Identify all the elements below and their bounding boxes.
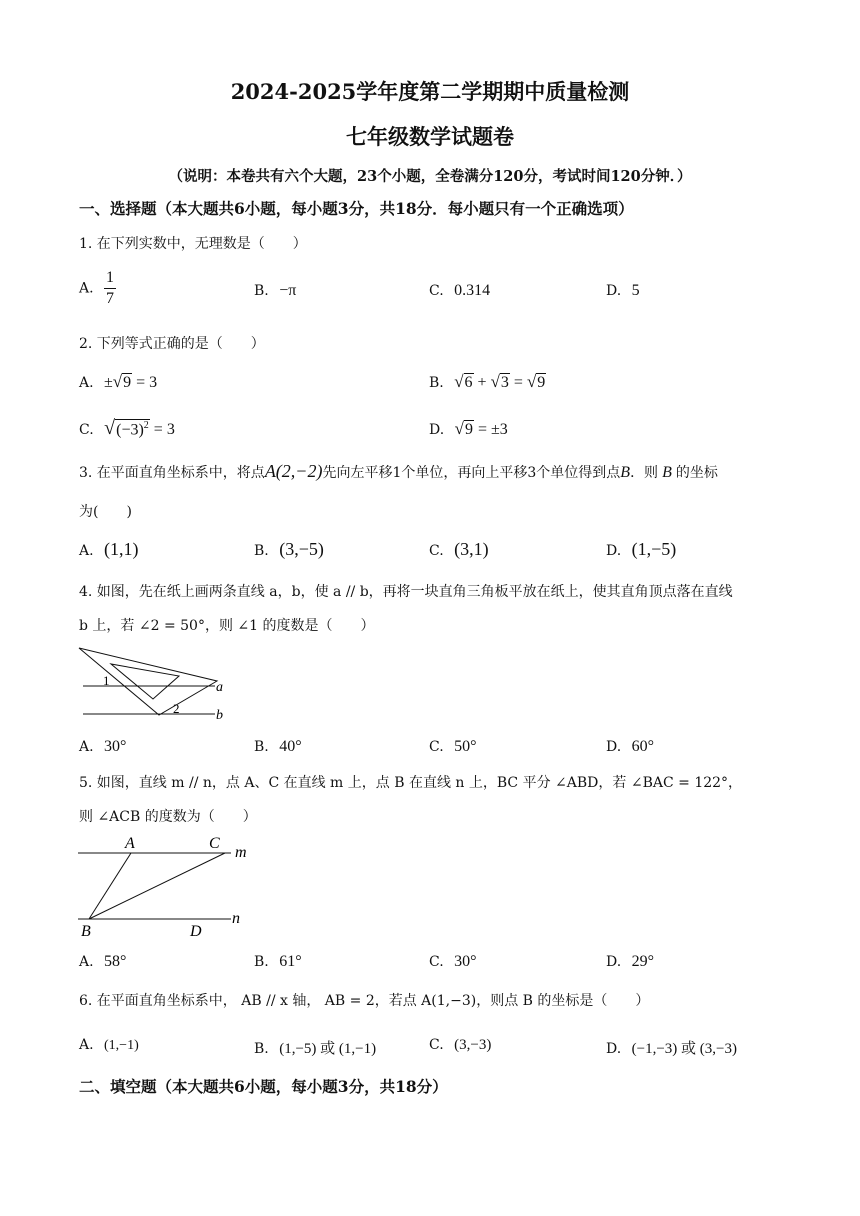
option-label: B. bbox=[254, 739, 269, 755]
option-value: 30° bbox=[454, 953, 477, 970]
option-label: C. bbox=[429, 543, 444, 559]
q4-option-a bbox=[79, 738, 126, 756]
q2-option-b bbox=[429, 372, 546, 392]
option-label: A. bbox=[79, 954, 94, 970]
q1-option-a bbox=[79, 268, 116, 309]
point-b: B bbox=[620, 464, 631, 481]
question-4-stem-line1: 4. 如图，先在纸上画两条直线 a，b，使 a // b，再将一块直角三角板平放在纸上，使其直角顶点落在直线 bbox=[79, 584, 733, 600]
point-c-label: C bbox=[209, 835, 220, 852]
math-expression: √9 = ±3 bbox=[454, 419, 508, 438]
exam-title: 2024-2025学年度第二学期期中质量检测 bbox=[230, 79, 630, 104]
option-label: D. bbox=[606, 543, 622, 559]
q1-option-d bbox=[606, 282, 640, 300]
option-value: (3,−3) bbox=[454, 1037, 492, 1053]
option-label: A. bbox=[79, 280, 94, 297]
stem-text: 3. 在平面直角坐标系中，将点 bbox=[79, 465, 265, 481]
section-heading-choice: 一、选择题（本大题共6小题，每小题3分，共18分．每小题只有一个正确选项） bbox=[79, 199, 634, 218]
fraction-denominator: 7 bbox=[106, 290, 115, 307]
q6-option-c bbox=[429, 1037, 491, 1054]
math-expression: ±√9 = 3 bbox=[104, 372, 158, 391]
point-b-label: B bbox=[81, 923, 91, 940]
line-n-label: n bbox=[232, 910, 240, 927]
q5-figure-parallel-lines bbox=[75, 832, 255, 942]
fraction-numerator: 1 bbox=[104, 268, 116, 289]
q2-option-a bbox=[79, 372, 157, 392]
q1-option-b bbox=[254, 282, 296, 300]
angle-1-label: 1 bbox=[103, 673, 110, 688]
option-value: 0.314 bbox=[454, 282, 491, 299]
q2-option-c bbox=[79, 417, 175, 440]
question-2-stem: 2. 下列等式正确的是（ ） bbox=[79, 336, 265, 352]
math-expression: $√(-3)^2 = 3$ bbox=[104, 417, 175, 439]
stem-text: 先向左平移1个单位，再向上平移3个单位得到点 bbox=[322, 465, 621, 481]
q5-option-c bbox=[429, 953, 477, 971]
question-3-stem-line2: 为( ) bbox=[79, 504, 132, 520]
option-label: C. bbox=[429, 283, 444, 299]
option-value: 60° bbox=[631, 738, 655, 755]
option-value: (−1,−3) 或 (3,−3) bbox=[631, 1041, 737, 1057]
option-value: 40° bbox=[279, 738, 302, 755]
option-label: D. bbox=[429, 422, 445, 438]
option-label: C. bbox=[429, 1037, 444, 1053]
option-label: D. bbox=[606, 954, 622, 970]
option-label: B. bbox=[429, 375, 444, 391]
option-label: B. bbox=[254, 954, 269, 970]
option-label: D. bbox=[606, 283, 622, 299]
q6-option-b bbox=[254, 1037, 376, 1058]
point-a: A(2,−2) bbox=[264, 461, 323, 481]
angle-2-label: 2 bbox=[173, 701, 180, 716]
stem-text: ．则 bbox=[630, 465, 659, 481]
q5-option-a bbox=[79, 953, 126, 971]
q3-option-d bbox=[606, 539, 676, 560]
q3-option-b bbox=[254, 539, 324, 560]
option-label: A. bbox=[79, 1037, 94, 1053]
question-4-stem-line2: b 上，若 ∠2 = 50°，则 ∠1 的度数是（ ） bbox=[79, 618, 375, 634]
option-value: (1,−1) bbox=[104, 1038, 139, 1053]
option-label: B. bbox=[254, 1041, 269, 1057]
question-5-stem-line1: 5. 如图，直线 m // n，点 A、C 在直线 m 上，点 B 在直线 n 上，BC 平分 ∠ABD，若 ∠BAC = 122°， bbox=[79, 775, 743, 791]
option-label: A. bbox=[79, 543, 94, 559]
q4-option-b bbox=[254, 738, 302, 756]
option-value: 5 bbox=[631, 282, 640, 299]
math-expression: √6 + √3 = √9 bbox=[454, 372, 546, 391]
option-label: B. bbox=[254, 283, 269, 299]
q6-option-d bbox=[606, 1037, 737, 1058]
point-b: B bbox=[658, 464, 676, 481]
option-value: (1,1) bbox=[104, 539, 139, 559]
question-5-stem-line2: 则 ∠ACB 的度数为（ ） bbox=[79, 809, 257, 825]
option-value: 61° bbox=[279, 953, 302, 970]
option-value: (1,−5) 或 (1,−1) bbox=[279, 1041, 377, 1057]
option-value: 29° bbox=[631, 953, 655, 970]
exam-note: （说明：本卷共有六个大题，23个小题，全卷满分120分，考试时间120分钟．） bbox=[168, 168, 692, 185]
q4-option-c bbox=[429, 738, 477, 756]
q3-option-a bbox=[79, 539, 139, 560]
option-value: (3,1) bbox=[454, 539, 489, 559]
option-label: C. bbox=[79, 422, 94, 438]
q1-option-c bbox=[429, 282, 490, 300]
option-value: 58° bbox=[104, 953, 127, 970]
option-label: D. bbox=[606, 1041, 622, 1057]
question-6-stem: 6. 在平面直角坐标系中， AB // x 轴， AB = 2，若点 A(1,−3)，则点 B 的坐标是（ ） bbox=[79, 993, 650, 1009]
line-b-label: b bbox=[216, 708, 223, 723]
exam-subtitle: 七年级数学试题卷 bbox=[346, 124, 514, 149]
option-label: B. bbox=[254, 543, 269, 559]
point-d-label: D bbox=[190, 923, 202, 940]
q2-option-d bbox=[429, 419, 508, 439]
q6-option-a bbox=[79, 1037, 139, 1054]
q4-figure-triangle-parallel-lines bbox=[75, 643, 235, 723]
question-1-stem: 1. 在下列实数中，无理数是（ ） bbox=[79, 236, 307, 252]
q3-option-c bbox=[429, 539, 489, 560]
question-3-stem bbox=[79, 461, 718, 482]
option-value: (1,−5) bbox=[631, 539, 677, 559]
section-heading-fill: 二、填空题（本大题共6小题，每小题3分，共18分） bbox=[79, 1077, 448, 1096]
line-a-label: a bbox=[216, 680, 223, 695]
q5-option-b bbox=[254, 953, 302, 971]
option-value: (3,−5) bbox=[279, 539, 324, 559]
line-m-label: m bbox=[235, 844, 247, 861]
segment-bc bbox=[89, 853, 225, 919]
option-value: 50° bbox=[454, 738, 477, 755]
q4-option-d bbox=[606, 738, 654, 756]
option-label: A. bbox=[79, 375, 94, 391]
option-label: C. bbox=[429, 739, 444, 755]
option-label: A. bbox=[79, 739, 94, 755]
fraction bbox=[104, 268, 116, 309]
option-label: C. bbox=[429, 954, 444, 970]
option-label: D. bbox=[606, 739, 622, 755]
point-a-label: A bbox=[125, 835, 135, 852]
option-value: −π bbox=[279, 282, 297, 299]
q5-option-d bbox=[606, 953, 654, 971]
stem-text: 的坐标 bbox=[675, 465, 718, 481]
triangle-outer bbox=[79, 648, 217, 715]
option-value: 30° bbox=[104, 738, 127, 755]
